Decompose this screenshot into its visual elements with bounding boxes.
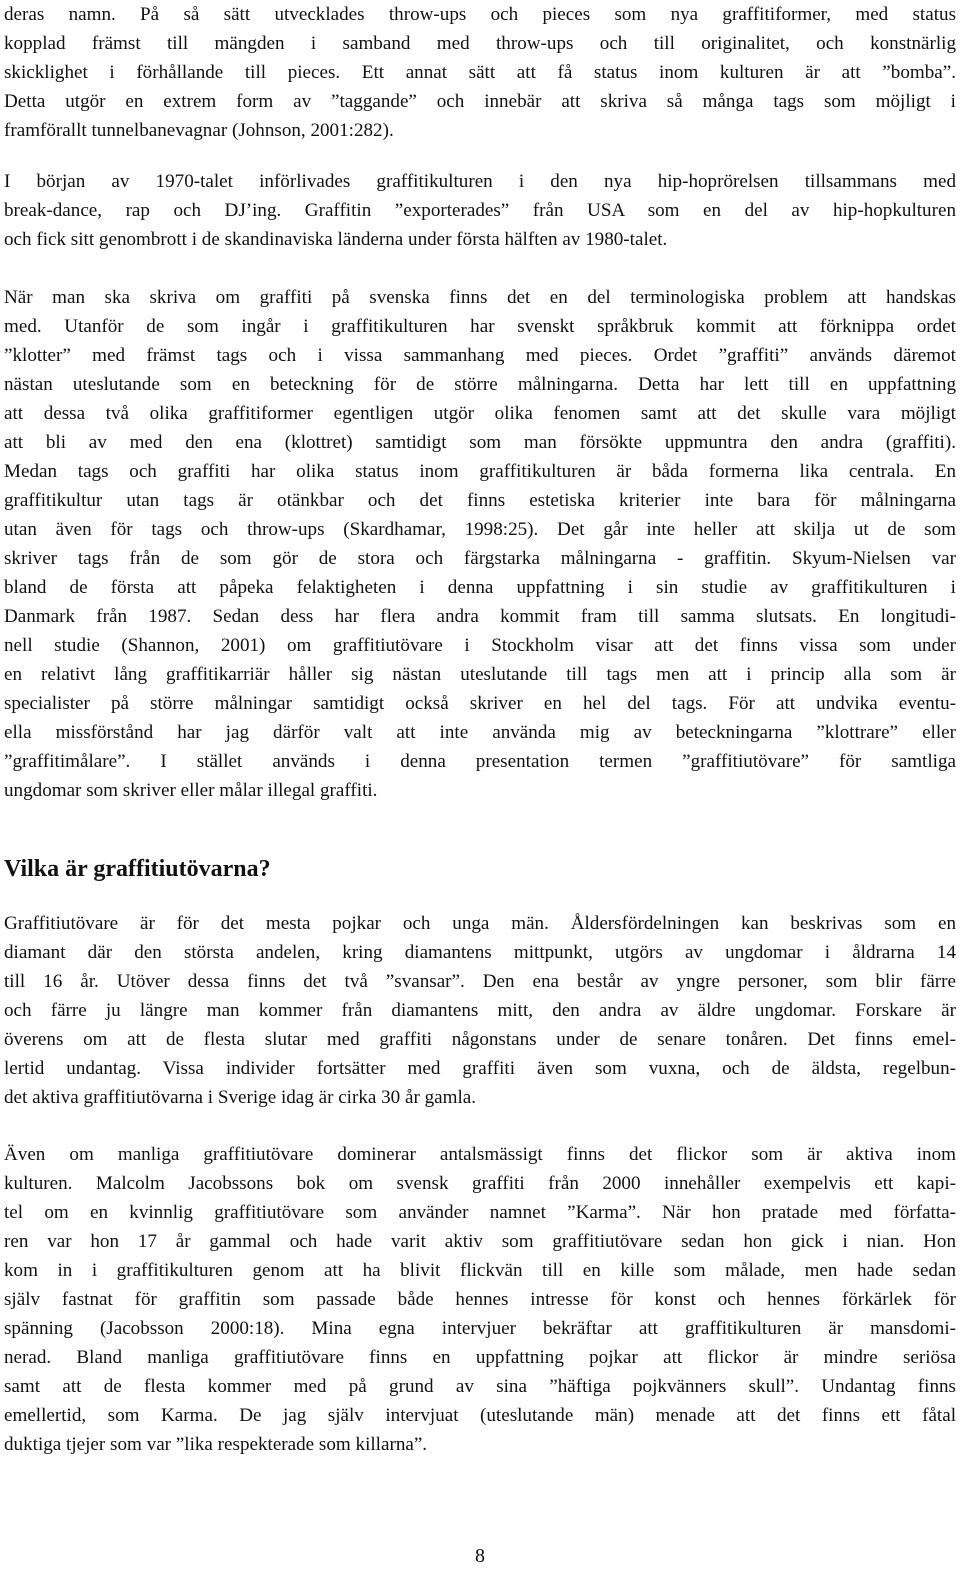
- text-line: duktiga tjejer som var ”lika respekterade som killarna”.: [4, 1434, 428, 1455]
- text-line: kulturen. Malcolm Jacobssons bok om svensk graffiti från 2000 innehåller exempelvis ett kapi-: [4, 1173, 956, 1194]
- text-line: och färre ju längre man kommer från diamantens mitt, den andra av äldre ungdomar. Forskare är: [4, 1000, 956, 1021]
- text-line: Medan tags och graffiti har olika status inom graffitikulturen är båda formerna lika centrala. En: [4, 461, 956, 482]
- paragraph-intro-status: [4, 0, 956, 145]
- text-line: ella missförstånd har jag därför valt att inte använda mig av beteckningarna ”klottrare” eller: [4, 722, 956, 743]
- text-line: ren var hon 17 år gammal och hade varit aktiv som graffitiutövare sedan hon gick i nian. Hon: [4, 1231, 956, 1252]
- text-line: nell studie (Shannon, 2001) om graffitiutövare i Stockholm visar att det finns vissa som under: [4, 635, 956, 656]
- text-line: utan även för tags och throw-ups (Skardhamar, 1998:25). Det går inte heller att skilja ut de som: [4, 519, 956, 540]
- text-line: tel om en kvinnlig graffitiutövare som använder namnet ”Karma”. När hon pratade med författa-: [4, 1202, 956, 1223]
- text-line: nästan uteslutande som en beteckning för de större målningarna. Detta har lett till en uppfattning: [4, 374, 956, 395]
- text-line: framförallt tunnelbanevagnar (Johnson, 2001:282).: [4, 120, 394, 141]
- text-line: Även om manliga graffitiutövare dominerar antalsmässigt finns det flickor som är aktiva inom: [4, 1144, 956, 1165]
- text-line: till 16 år. Utöver dessa finns det två ”svansar”. Den ena består av yngre personer, som blir färre: [4, 971, 956, 992]
- text-line: att bli av med den ena (klottret) samtidigt som man försökte uppmuntra den andra (graffiti).: [4, 432, 956, 453]
- text-line: med. Utanför de som ingår i graffitikulturen har svenskt språkbruk kommit att förknippa ordet: [4, 316, 956, 337]
- page-number: 8: [475, 1545, 485, 1567]
- text-line: kom in i graffitikulturen genom att ha blivit flickvän till en kille som målade, men hade sedan: [4, 1260, 956, 1281]
- text-line: Detta utgör en extrem form av ”taggande” och innebär att skriva så många tags som möjligt i: [4, 91, 956, 112]
- text-line: en relativt lång graffitikarriär håller sig nästan uteslutande till tags men att i princip alla som är: [4, 664, 956, 685]
- text-line: och fick sitt genombrott i de skandinaviska länderna under första hälften av 1980-talet.: [4, 229, 668, 250]
- text-line: skriver tags från de som gör de stora och färgstarka målningarna - graffitin. Skyum-Nielsen var: [4, 548, 956, 569]
- paragraph-demographics: [4, 909, 956, 1112]
- text-line: När man ska skriva om graffiti på svenska finns det en del terminologiska problem att handskas: [4, 287, 956, 308]
- text-line: nerad. Bland manliga graffitiutövare finns en uppfattning pojkar att flickor är mindre seriösa: [4, 1347, 956, 1368]
- text-line: ”klotter” med främst tags och i vissa sammanhang med pieces. Ordet ”graffiti” används däremot: [4, 345, 956, 366]
- section-heading: Vilka är graffitiutövarna?: [4, 856, 271, 882]
- text-line: specialister på större målningar samtidigt också skriver en hel del tags. För att undvika eventu-: [4, 693, 956, 714]
- paragraph-terminology: [4, 283, 956, 805]
- text-line: spänning (Jacobsson 2000:18). Mina egna intervjuer bekräftar att graffitikulturen är mansdomi-: [4, 1318, 956, 1339]
- text-line: det aktiva graffitiutövarna i Sverige idag är cirka 30 år gamla.: [4, 1087, 477, 1108]
- text-line: graffitikultur utan tags är otänkbar och det finns estetiska kriterier inte bara för målningarna: [4, 490, 956, 511]
- text-line: Danmark från 1987. Sedan dess har flera andra kommit fram till samma slutsats. En longitudi-: [4, 606, 956, 627]
- text-line: lertid undantag. Vissa individer fortsätter med graffiti även som vuxna, och de äldsta, regelbun-: [4, 1058, 956, 1079]
- text-line: samt att de flesta kommer med på grund av sina ”häftiga pojkvänners skull”. Undantag finns: [4, 1376, 956, 1397]
- text-line: överens om att de flesta slutar med graffiti någonstans under de senare tonåren. Det finns emel-: [4, 1029, 956, 1050]
- text-line: emellertid, som Karma. De jag själv intervjuat (uteslutande män) menade att det finns ett fåtal: [4, 1405, 956, 1426]
- text-line: Graffitiutövare är för det mesta pojkar och unga män. Åldersfördelningen kan beskrivas som en: [4, 913, 956, 934]
- text-line: break-dance, rap och DJ’ing. Graffitin ”exporterades” från USA som en del av hip-hopkulturen: [4, 200, 956, 221]
- text-line: att dessa två olika graffitiformer egentligen utgör olika fenomen samt att det skulle vara möjligt: [4, 403, 956, 424]
- text-line: bland de första att påpeka felaktigheten i denna uppfattning i sin studie av graffitikulturen i: [4, 577, 956, 598]
- paragraph-female-writers: [4, 1140, 956, 1459]
- text-line: kopplad främst till mängden i samband med throw-ups och till originalitet, och konstnärlig: [4, 33, 956, 54]
- text-line: skicklighet i förhållande till pieces. Ett annat sätt att få status inom kulturen är att ”bomba”.: [4, 62, 956, 83]
- text-line: I början av 1970-talet införlivades graffitikulturen i den nya hip-hoprörelsen tillsammans med: [4, 171, 956, 192]
- paragraph-hiphop-history: [4, 167, 956, 254]
- text-line: själv fastnat för graffitin som passade både hennes intresse för konst och hennes förkärlek för: [4, 1289, 956, 1310]
- text-line: deras namn. På så sätt utvecklades throw-ups och pieces som nya graffitiformer, med status: [4, 4, 956, 25]
- text-line: diamant där den största andelen, kring diamantens mittpunkt, utgörs av ungdomar i åldrarna 14: [4, 942, 956, 963]
- text-line: ”graffitimålare”. I stället används i denna presentation termen ”graffitiutövare” för samtliga: [4, 751, 956, 772]
- text-line: ungdomar som skriver eller målar illegal graffiti.: [4, 780, 378, 801]
